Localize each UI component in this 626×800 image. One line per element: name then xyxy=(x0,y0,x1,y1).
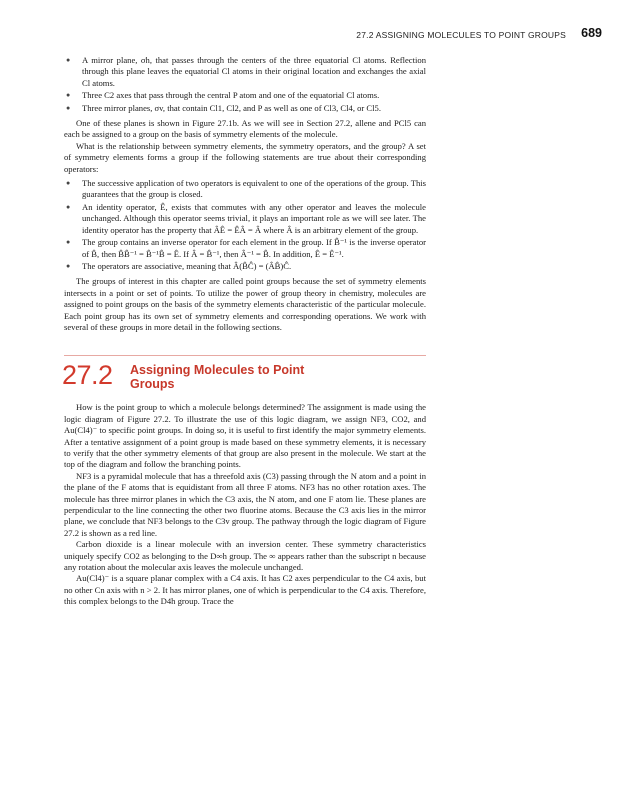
page-body xyxy=(64,52,426,608)
section-divider xyxy=(64,355,426,356)
bullet-list-symmetry-elements xyxy=(64,55,426,114)
paragraph: Au(Cl4)⁻ is a square planar complex with a C4 axis. It has C2 axes perpendicular to the C4 axis, but no other Cn axis with n > 2. It has mirror planes, one of which is perpendicular to the C4 axis. Therefore, this complex belongs to the D4h group. Trace the xyxy=(64,573,426,607)
list-item: ● An identity operator, Ê, exists that commutes with any other operator and leaves the molecule unchanged. Although this operator seems trivial, it plays an important role as we will see later. The identity operator has the property that ÂÊ = ÊÂ = Â where Â is an arbitrary element of the group. xyxy=(66,201,426,235)
paragraph: The groups of interest in this chapter are called point groups because the set of symmetry elements intersects in a point or set of points. To utilize the power of group theory in chemistry, molecules are assigned to point groups on the basis of the symmetry elements characteristic of the particular molecule. Each point group has its own set of symmetry elements and corresponding operations. We work with several of these groups in more detail in the following sections. xyxy=(64,276,426,332)
paragraph: One of these planes is shown in Figure 27.1b. As we will see in Section 27.2, allene and PCl5 can each be assigned to a group on the basis of symmetry elements of the molecule. xyxy=(64,118,426,140)
page-number: 689 xyxy=(581,26,602,40)
section-heading xyxy=(64,362,426,402)
list-item: ● The operators are associative, meaning that Â(B̂Ĉ) = (ÂB̂)Ĉ. xyxy=(66,260,292,271)
running-head xyxy=(0,26,626,46)
section-number: 27.2 xyxy=(62,360,113,391)
paragraph: How is the point group to which a molecule belongs determined? The assignment is made using the logic diagram of Figure 27.2. To illustrate the use of this logic diagram, we assign NF3, CO2, and Au(Cl4)⁻ to specific point groups. In doing so, it is useful to first identify the major symmetry elements. After a tentative assignment of a point group is made based on these symmetry elements, it is necessary to verify that the other symmetry elements of that group are also present in the molecule. We start at the top of the diagram and follow the branching points. xyxy=(64,402,426,470)
list-item: ● The successive application of two operators is equivalent to one of the operations of the group. This guarantees that the group is closed. xyxy=(66,178,426,200)
paragraph: What is the relationship between symmetry elements, the symmetry operators, and the group? A set of symmetry elements forms a group if the following statements are true about their corresponding operators: xyxy=(64,140,426,174)
paragraph: NF3 is a pyramidal molecule that has a threefold axis (C3) passing through the N atom and a point in the plane of the F atoms that is equidistant from all three F atoms. NF3 has no other rotation axes. The molecule has three mirror planes in which the C3 axis, the N atom, and one F atom lie. These planes are perpendicular to the line connecting the other two fluorine atoms. Because the C3 axis lies in the mirror plane, we conclude that NF3 belongs to the C3v group. The pathway through the logic diagram of Figure 27.2 is shown as a red line. xyxy=(64,470,426,538)
list-item: ● Three C2 axes that pass through the central P atom and one of the equatorial Cl atoms. xyxy=(66,90,380,101)
paragraph: Carbon dioxide is a linear molecule with an inversion center. These symmetry characteristics uniquely specify CO2 as belonging to the D∞h group. The ∞ appears rather than the subscript n because any rotation about the molecular axis leaves the molecule unchanged. xyxy=(64,539,426,573)
bullet-list-group-rules xyxy=(64,178,426,272)
section-title: Assigning Molecules to Point Groups xyxy=(130,363,305,392)
running-title: 27.2 ASSIGNING MOLECULES TO POINT GROUPS xyxy=(356,30,566,40)
list-item: ● The group contains an inverse operator for each element in the group. If B̂⁻¹ is the inverse operator of B̂, then B̂B̂⁻¹ = B̂⁻¹B̂ = Ê. If Â = B̂⁻¹, then Â⁻¹ = B̂. In addition, Ê = Ê⁻¹. xyxy=(66,237,426,259)
list-item: ● Three mirror planes, σv, that contain Cl1, Cl2, and P as well as one of Cl3, Cl4, or Cl5. xyxy=(66,102,381,113)
list-item: ● A mirror plane, σh, that passes through the centers of the three equatorial Cl atoms. Reflection through this plane leaves the equatorial Cl atoms in their original location and exchanges the axial Cl atoms. xyxy=(66,55,426,88)
